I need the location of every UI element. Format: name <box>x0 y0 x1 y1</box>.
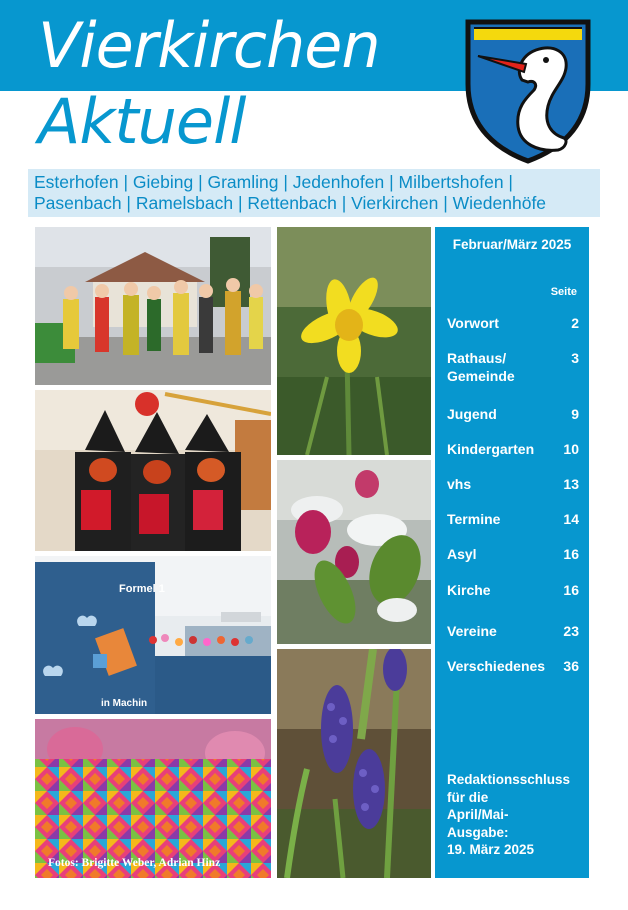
toc-label: Jugend <box>447 406 497 422</box>
deadline-line: 19. März 2025 <box>447 842 535 857</box>
toc-page: 10 <box>563 441 579 457</box>
deadline-line: für die <box>447 789 489 805</box>
toc-page: 16 <box>563 582 579 598</box>
toc-item-kirche <box>447 581 579 599</box>
toc-item-asyl <box>447 545 579 563</box>
toc-label: Vereine <box>447 623 497 639</box>
toc-label: Vorwort <box>447 315 499 331</box>
photo-carnival-parade <box>35 227 271 385</box>
masthead-title-line2: Aktuell <box>38 85 246 158</box>
photo-credit: Fotos: Brigitte Weber, Adrian Hinz <box>48 857 221 869</box>
toc-item-rathaus <box>447 349 579 385</box>
masthead-title-line1: Vierkirchen <box>38 9 380 82</box>
toc-page: 16 <box>563 546 579 562</box>
toc-page: 13 <box>563 476 579 492</box>
toc-label-line2: Gemeinde <box>447 368 515 384</box>
photo-party-streamers <box>35 719 271 878</box>
toc-page: 14 <box>563 511 579 527</box>
toc-label: vhs <box>447 476 472 492</box>
toc-page: 3 <box>571 350 579 366</box>
toc-item-jugend <box>447 405 579 423</box>
stork-crest-icon <box>464 18 592 164</box>
toc-label: Kindergarten <box>447 441 535 457</box>
deadline-line: April/Mai- <box>447 807 509 822</box>
deadline-line: Ausgabe: <box>447 824 509 840</box>
toc-label: Verschiedenes <box>447 658 546 674</box>
float-sub-text: in Machin <box>101 698 148 709</box>
toc-item-termine <box>447 510 579 528</box>
deadline-line: Redaktionsschluss <box>447 772 571 787</box>
toc-item-kindergarten <box>447 440 579 458</box>
village-list <box>28 169 600 217</box>
photo-parade-float <box>35 556 271 714</box>
toc-page: 2 <box>571 315 579 331</box>
toc-label: Rathaus/ <box>447 350 507 366</box>
photo-daffodil <box>277 227 431 455</box>
toc-item-vhs <box>447 475 579 493</box>
photo-witches <box>35 390 271 551</box>
toc-item-vereine <box>447 622 579 640</box>
toc-label: Asyl <box>447 546 477 562</box>
toc-label: Termine <box>447 511 501 527</box>
issue-date: Februar/März 2025 <box>452 237 572 252</box>
toc-page: 36 <box>563 658 579 674</box>
page-column-header: Seite <box>550 286 577 298</box>
toc-label: Kirche <box>447 582 491 598</box>
float-sign-text: Formel 1 <box>119 583 165 595</box>
toc-item-vorwort <box>447 314 579 332</box>
table-of-contents <box>435 227 589 878</box>
toc-page: 23 <box>563 623 579 639</box>
photo-frosted-blossoms <box>277 460 431 644</box>
village-line-2: Pasenbach | Ramelsbach | Rettenbach | Vierkirchen | Wiedenhöfe <box>34 193 547 213</box>
toc-item-verschiedenes <box>447 657 579 675</box>
photo-grape-hyacinth <box>277 649 431 878</box>
village-line-1: Esterhofen | Giebing | Gramling | Jedenhofen | Milbertshofen | <box>34 172 513 192</box>
editorial-deadline <box>447 771 579 859</box>
toc-page: 9 <box>571 406 579 422</box>
